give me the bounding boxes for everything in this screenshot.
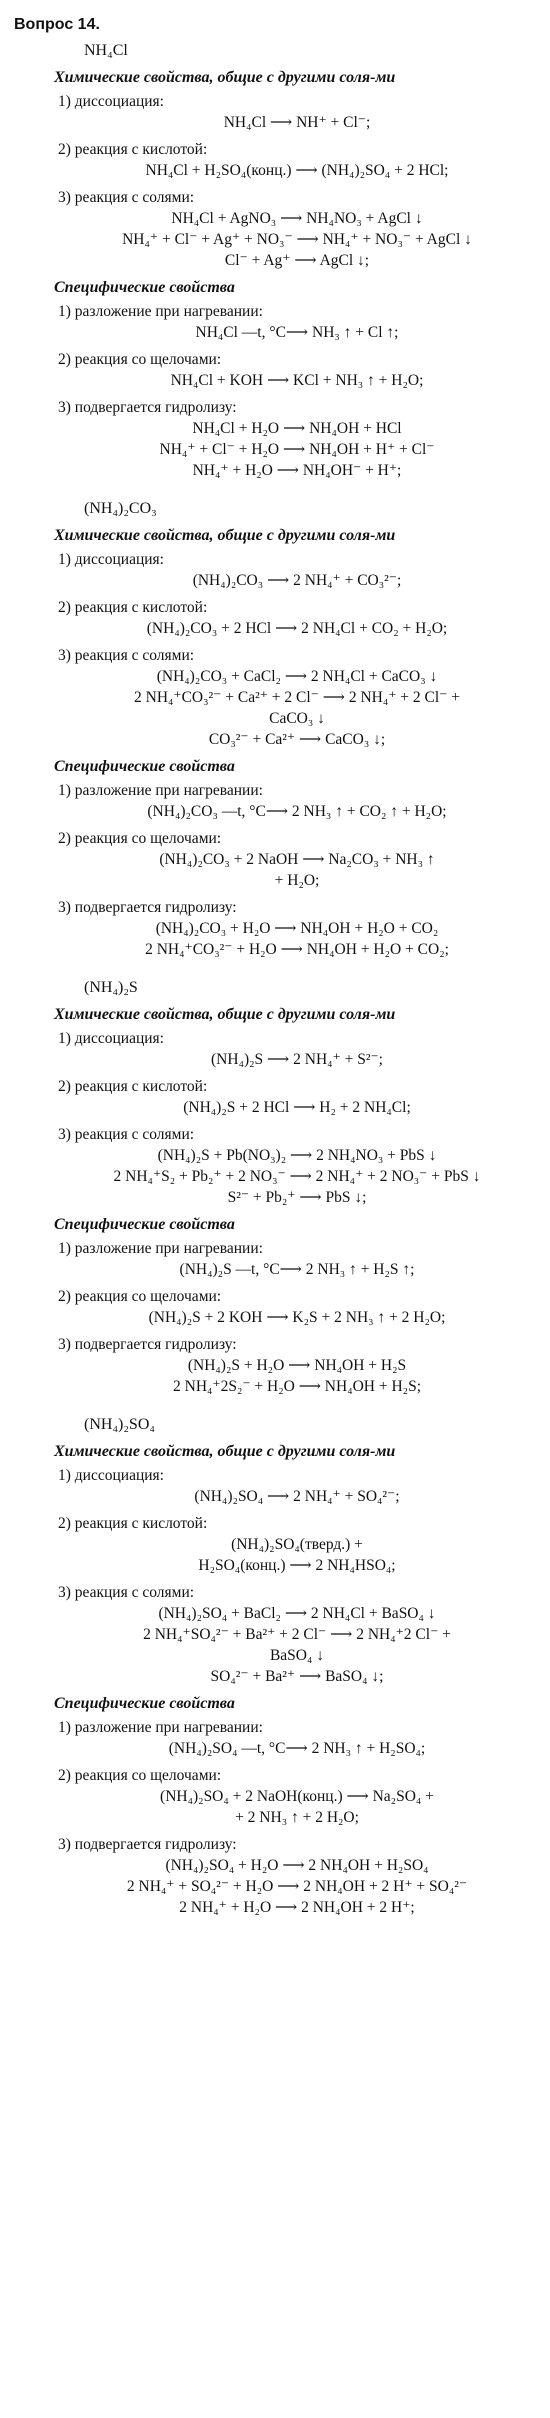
property-label: 2) реакция со щелочами: xyxy=(58,1288,222,1306)
property-label: 3) подвергается гидролизу: xyxy=(58,899,237,917)
section-heading-specific: Специфические свойства xyxy=(54,279,235,297)
equation: 2 NH₄⁺SO₄²⁻ + Ba²⁺ + 2 Cl⁻ ⟶ 2 NH₄⁺2 Cl⁻ + xyxy=(143,1626,451,1644)
section-heading-common: Химические свойства, общие с другими соля-ми xyxy=(54,527,396,545)
compound-formula: (NH₄)₂CO₃ xyxy=(84,500,157,518)
equation-block xyxy=(54,1260,540,1281)
equation: + H₂O; xyxy=(274,872,320,890)
property-label: 3) подвергается гидролизу: xyxy=(58,1336,237,1354)
equation: 2 NH₄⁺S₂ + Pb₂⁺ + 2 NO₃⁻ ⟶ 2 NH₄⁺ + 2 NO₃⁻ + PbS ↓ xyxy=(113,1168,481,1186)
property-label: 2) реакция с кислотой: xyxy=(58,1078,208,1096)
section-heading-specific: Специфические свойства xyxy=(54,1695,235,1713)
property-label: 1) разложение при нагревании: xyxy=(58,782,263,800)
equation: (NH₄)₂CO₃ + H₂O ⟶ NH₄OH + H₂O + CO₂ xyxy=(155,920,439,938)
equation-block xyxy=(54,571,540,592)
property-label: 1) диссоциация: xyxy=(58,551,164,569)
equation: SO₄²⁻ + Ba²⁺ ⟶ BaSO₄ ↓; xyxy=(210,1668,384,1686)
property-label: 2) реакция с кислотой: xyxy=(58,1515,208,1533)
equation: NH₄Cl + KOH ⟶ KCl + NH₃ ↑ + H₂O; xyxy=(170,372,424,390)
equation: (NH₄)₂S —t, °C⟶ 2 NH₃ ↑ + H₂S ↑; xyxy=(179,1261,415,1279)
property-label: 1) диссоциация: xyxy=(58,1467,164,1485)
equation-block xyxy=(54,1535,540,1577)
equation: NH₄Cl —t, °C⟶ NH₃ ↑ + Cl ↑; xyxy=(195,324,399,342)
equation-block xyxy=(54,1098,540,1119)
equation-block xyxy=(54,371,540,392)
property-label: 3) реакция с солями: xyxy=(58,1126,195,1144)
equation: (NH₄)₂SO₄ + 2 NaOH(конц.) ⟶ Na₂SO₄ + xyxy=(160,1788,434,1806)
property-label: 3) реакция с солями: xyxy=(58,1584,195,1602)
equation-block xyxy=(54,419,540,482)
spacer xyxy=(54,488,540,498)
property-label: 2) реакция с кислотой: xyxy=(58,599,208,617)
equation: (NH₄)₂S + Pb(NO₃)₂ ⟶ 2 NH₄NO₃ + PbS ↓ xyxy=(157,1147,437,1165)
equation: 2 NH₄⁺CO₃²⁻ + Ca²⁺ + 2 Cl⁻ ⟶ 2 NH₄⁺ + 2 Cl⁻ + xyxy=(134,689,460,707)
equation-block xyxy=(54,1787,540,1829)
equation-block xyxy=(54,161,540,182)
equation: (NH₄)₂SO₄(тверд.) + xyxy=(231,1536,363,1554)
equation: (NH₄)₂CO₃ + CaCl₂ ⟶ 2 NH₄Cl + CaCO₃ ↓ xyxy=(156,668,438,686)
equation-block xyxy=(54,667,540,751)
question-title: Вопрос 14. xyxy=(14,16,100,33)
section-heading-common: Химические свойства, общие с другими соля-ми xyxy=(54,69,396,86)
equation: 2 NH₄⁺ + SO₄²⁻ + H₂O ⟶ 2 NH₄OH + 2 H⁺ + SO₄²⁻ xyxy=(126,1878,468,1896)
equation: (NH₄)₂CO₃ + 2 HCl ⟶ 2 NH₄Cl + CO₂ + H₂O; xyxy=(146,620,448,638)
equation-block xyxy=(54,323,540,344)
equation: (NH₄)₂CO₃ —t, °C⟶ 2 NH₃ ↑ + CO₂ ↑ + H₂O; xyxy=(147,803,447,821)
equation-block xyxy=(54,850,540,892)
section-heading-specific: Специфические свойства xyxy=(54,758,235,776)
equation: (NH₄)₂CO₃ + 2 NaOH ⟶ Na₂CO₃ + NH₃ ↑ xyxy=(159,851,435,869)
section-heading-common: Химические свойства, общие с другими соля-ми xyxy=(54,1443,396,1461)
equation: CaCO₃ ↓ xyxy=(269,710,325,728)
equation-block xyxy=(54,1487,540,1508)
equation-block xyxy=(54,1356,540,1398)
property-label: 1) разложение при нагревании: xyxy=(58,303,263,321)
equation: (NH₄)₂CO₃ ⟶ 2 NH₄⁺ + CO₃²⁻; xyxy=(192,572,402,590)
property-label: 1) разложение при нагревании: xyxy=(58,1240,263,1258)
equation-block xyxy=(54,209,540,272)
equation-block xyxy=(54,802,540,823)
equation-block xyxy=(54,619,540,640)
property-label: 1) разложение при нагревании: xyxy=(58,1719,263,1737)
equation-block xyxy=(54,113,540,134)
equation: (NH₄)₂SO₄ + H₂O ⟶ 2 NH₄OH + H₂SO₄ xyxy=(165,1857,429,1875)
property-label: 3) реакция с солями: xyxy=(58,189,195,207)
property-label: 3) реакция с солями: xyxy=(58,647,195,665)
equation: (NH₄)₂S + 2 KOH ⟶ K₂S + 2 NH₃ ↑ + 2 H₂O; xyxy=(148,1309,446,1327)
equation: (NH₄)₂SO₄ ⟶ 2 NH₄⁺ + SO₄²⁻; xyxy=(194,1488,400,1506)
equation: S²⁻ + Pb₂⁺ ⟶ PbS ↓; xyxy=(227,1189,367,1207)
equation: 2 NH₄⁺2S₂⁻ + H₂O ⟶ NH₄OH + H₂S; xyxy=(173,1378,421,1396)
equation-block xyxy=(54,1308,540,1329)
compound-formula: NH₄Cl xyxy=(84,42,128,59)
property-label: 2) реакция со щелочами: xyxy=(58,351,222,369)
equation-block xyxy=(54,1146,540,1209)
property-label: 3) подвергается гидролизу: xyxy=(58,1836,237,1854)
property-label: 2) реакция со щелочами: xyxy=(58,830,222,848)
equation: 2 NH₄⁺ + H₂O ⟶ 2 NH₄OH + 2 H⁺; xyxy=(179,1899,415,1917)
equation: H₂SO₄(конц.) ⟶ 2 NH₄HSO₄; xyxy=(198,1557,396,1575)
section-heading-common: Химические свойства, общие с другими соля-ми xyxy=(54,1006,396,1024)
equation-block xyxy=(54,1604,540,1688)
equation: NH₄Cl + AgNO₃ ⟶ NH₄NO₃ + AgCl ↓ xyxy=(171,210,423,228)
equation-block xyxy=(54,1050,540,1071)
property-label: 2) реакция со щелочами: xyxy=(58,1767,222,1785)
section-heading-specific: Специфические свойства xyxy=(54,1216,235,1234)
equation: (NH₄)₂SO₄ —t, °C⟶ 2 NH₃ ↑ + H₂SO₄; xyxy=(168,1740,426,1758)
equation: CO₃²⁻ + Ca²⁺ ⟶ CaCO₃ ↓; xyxy=(208,731,386,749)
equation: NH₄Cl + H₂O ⟶ NH₄OH + HCl xyxy=(192,420,402,438)
equation: + 2 NH₃ ↑ + 2 H₂O; xyxy=(235,1809,359,1827)
equation: NH₄⁺ + Cl⁻ + Ag⁺ + NO₃⁻ ⟶ NH₄⁺ + NO₃⁻ + AgCl ↓ xyxy=(122,231,472,249)
compound-formula: (NH₄)₂S xyxy=(84,979,138,997)
property-label: 3) подвергается гидролизу: xyxy=(58,399,237,417)
equation: (NH₄)₂S ⟶ 2 NH₄⁺ + S²⁻; xyxy=(211,1051,383,1069)
equation: 2 NH₄⁺CO₃²⁻ + H₂O ⟶ NH₄OH + H₂O + CO₂; xyxy=(145,941,449,959)
spacer xyxy=(54,967,540,977)
page-content xyxy=(54,42,540,1919)
equation: BaSO₄ ↓ xyxy=(269,1647,325,1665)
equation: NH₄Cl + H₂SO₄(конц.) ⟶ (NH₄)₂SO₄ + 2 HCl; xyxy=(145,162,449,180)
equation: NH₄Cl ⟶ NH⁺ + Cl⁻; xyxy=(223,114,371,132)
equation: NH₄⁺ + Cl⁻ + H₂O ⟶ NH₄OH + H⁺ + Cl⁻ xyxy=(159,441,435,459)
equation-block xyxy=(54,1739,540,1760)
equation-block xyxy=(54,1856,540,1919)
equation: (NH₄)₂S + H₂O ⟶ NH₄OH + H₂S xyxy=(187,1357,407,1375)
property-label: 1) диссоциация: xyxy=(58,93,164,110)
property-label: 2) реакция с кислотой: xyxy=(58,141,208,159)
equation-block xyxy=(54,919,540,961)
equation: (NH₄)₂SO₄ + BaCl₂ ⟶ 2 NH₄Cl + BaSO₄ ↓ xyxy=(158,1605,436,1623)
equation: Cl⁻ + Ag⁺ ⟶ AgCl ↓; xyxy=(224,252,370,270)
compound-formula: (NH₄)₂SO₄ xyxy=(84,1416,155,1434)
equation: NH₄⁺ + H₂O ⟶ NH₄OH⁻ + H⁺; xyxy=(192,462,402,480)
spacer xyxy=(54,1404,540,1414)
equation: (NH₄)₂S + 2 HCl ⟶ H₂ + 2 NH₄Cl; xyxy=(183,1099,411,1117)
property-label: 1) диссоциация: xyxy=(58,1030,164,1048)
